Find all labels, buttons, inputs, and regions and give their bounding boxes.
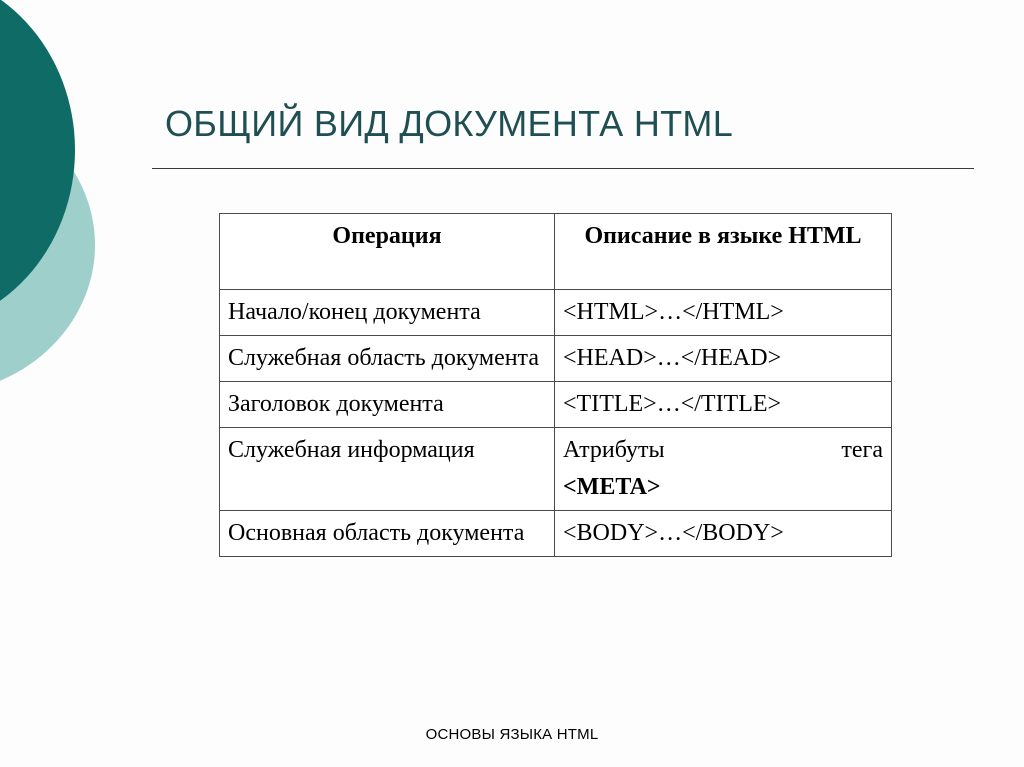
table-row <box>220 382 892 428</box>
description-word: тега <box>841 437 883 463</box>
slide-title: ОБЩИЙ ВИД ДОКУМЕНТА HTML <box>165 103 734 144</box>
table-row <box>220 428 892 511</box>
slide-footer: ОСНОВЫ ЯЗЫКА HTML <box>425 726 599 743</box>
header-description: Описание в языке HTML <box>555 214 892 290</box>
description-word: Атрибуты <box>563 437 665 463</box>
description-cell: <BODY>…</BODY> <box>555 511 892 557</box>
html-structure-table <box>219 213 892 557</box>
description-cell: <HEAD>…</HEAD> <box>555 336 892 382</box>
description-cell <box>555 428 892 511</box>
description-words <box>563 432 883 469</box>
description-cell: <HTML>…</HTML> <box>555 290 892 336</box>
operation-cell: Начало/конец документа <box>220 290 555 336</box>
table-header-row <box>220 214 892 290</box>
meta-tag-text: <META> <box>563 474 661 500</box>
operation-cell: Основная область документа <box>220 511 555 557</box>
operation-cell: Служебная область документа <box>220 336 555 382</box>
table-row <box>220 290 892 336</box>
operation-cell: Служебная информация <box>220 428 555 511</box>
header-operation: Операция <box>220 214 555 290</box>
description-cell: <TITLE>…</TITLE> <box>555 382 892 428</box>
title-underline <box>152 168 974 169</box>
operation-cell: Заголовок документа <box>220 382 555 428</box>
table-row <box>220 336 892 382</box>
table-row <box>220 511 892 557</box>
